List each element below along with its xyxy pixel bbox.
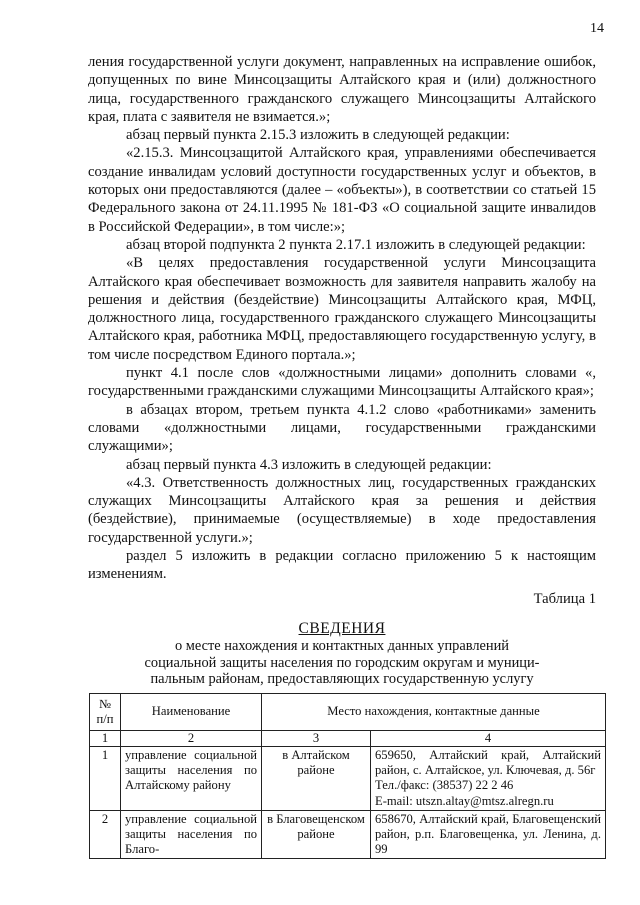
header-name: Наименование xyxy=(121,694,262,731)
contact-address: 659650, Алтайский край, Алтайский район, с. Алтайское, ул. Ключевая, д. 56г xyxy=(375,748,601,778)
table-row xyxy=(90,810,606,859)
contact-email: E-mail: utszn.altay@mtsz.alregn.ru xyxy=(375,793,554,808)
table-header-row xyxy=(90,694,606,731)
index-cell: 4 xyxy=(371,731,606,747)
header-contacts: Место нахождения, контактные данные xyxy=(262,694,606,731)
index-cell: 2 xyxy=(121,731,262,747)
paragraph: «2.15.3. Минсоцзащитой Алтайского края, управлениями обеспечивается создание инвалидам условий доступности государственных услуг и объектов, в которых они предоставляются (далее – «объекты»), в соответствии со статьей 15 Федерального закона от 24.11.1995 № 181-ФЗ «О социальной защите инвалидов в Российской Федерации», в том числе:»; xyxy=(88,145,596,235)
contact-phone: Тел./факс: (38537) 22 2 46 xyxy=(375,778,514,793)
paragraph: абзац второй подпункта 2 пункта 2.17.1 изложить в следующей редакции: xyxy=(126,236,586,253)
header-num: № п/п xyxy=(90,694,121,731)
contacts-table xyxy=(89,693,606,859)
contact-address: 658670, Алтайский край, Благовещенский район, р.п. Благовещенка, ул. Ленина, д. 99 xyxy=(375,811,601,857)
row-place: в Благовещенском районе xyxy=(262,810,371,859)
document-body xyxy=(88,53,596,608)
row-number: 2 xyxy=(90,810,121,859)
row-contacts xyxy=(371,810,606,859)
title-line: пальным районам, предоставляющих государственную услугу xyxy=(150,671,534,688)
title-line: социальной защиты населения по городским округам и муници- xyxy=(144,654,540,671)
paragraph: абзац первый пункта 2.15.3 изложить в следующей редакции: xyxy=(126,127,510,144)
table-label: Таблица 1 xyxy=(533,590,596,607)
title-main: СВЕДЕНИЯ xyxy=(298,620,386,637)
row-name: управление социальной защиты населения по Благо- xyxy=(121,810,262,859)
paragraph: абзац первый пункта 4.3 изложить в следующей редакции: xyxy=(126,456,492,473)
paragraph: ления государственной услуги документ, направленных на исправление ошибок, допущенных по вине Минсоцзащиты Алтайского края и (или) должностного лица, государственного гражданского служащего Минсоцзащиты Алтайского края, плата с заявителя не взимается.»; xyxy=(88,54,596,125)
paragraph: раздел 5 изложить в редакции согласно приложению 5 к настоящим изменениям. xyxy=(88,548,596,583)
paragraph: «4.3. Ответственность должностных лиц, государственных гражданских служащих Минсоцзащиты Алтайского края за решения и действия (бездействие), принимаемые (осуществляемые) в ходе предоставления государственной услуги.»; xyxy=(88,474,596,546)
row-contacts xyxy=(371,747,606,811)
table-index-row xyxy=(90,731,606,747)
row-name: управление социальной защиты населения по Алтайскому району xyxy=(121,747,262,811)
table-row xyxy=(90,747,606,811)
page-number: 14 xyxy=(590,21,604,36)
paragraph: в абзацах втором, третьем пункта 4.1.2 слово «работниками» заменить словами «должностными лицами, государственными гражданскими служащими»; xyxy=(88,401,596,455)
index-cell: 1 xyxy=(90,731,121,747)
paragraph: пункт 4.1 после слов «должностными лицами» дополнить словами «, государственными гражданскими служащими Минсоцзащиты Алтайского края»; xyxy=(88,365,596,400)
table-title xyxy=(88,620,596,688)
index-cell: 3 xyxy=(262,731,371,747)
row-number: 1 xyxy=(90,747,121,811)
paragraph: «В целях предоставления государственной услуги Минсоцзащита Алтайского края обеспечивает возможность для заявителя направить жалобу на решения и действия (бездействие) Минсоцзащиты Алтайского края, МФЦ, должностного лица, государственного гражданского служащего Минсоцзащиты Алтайского края, работника МФЦ, предоставляющего государственную услугу, в том числе посредством Единого портала.»; xyxy=(88,255,596,363)
title-line: о месте нахождения и контактных данных управлений xyxy=(174,638,510,654)
row-place: в Алтайском районе xyxy=(262,747,371,811)
